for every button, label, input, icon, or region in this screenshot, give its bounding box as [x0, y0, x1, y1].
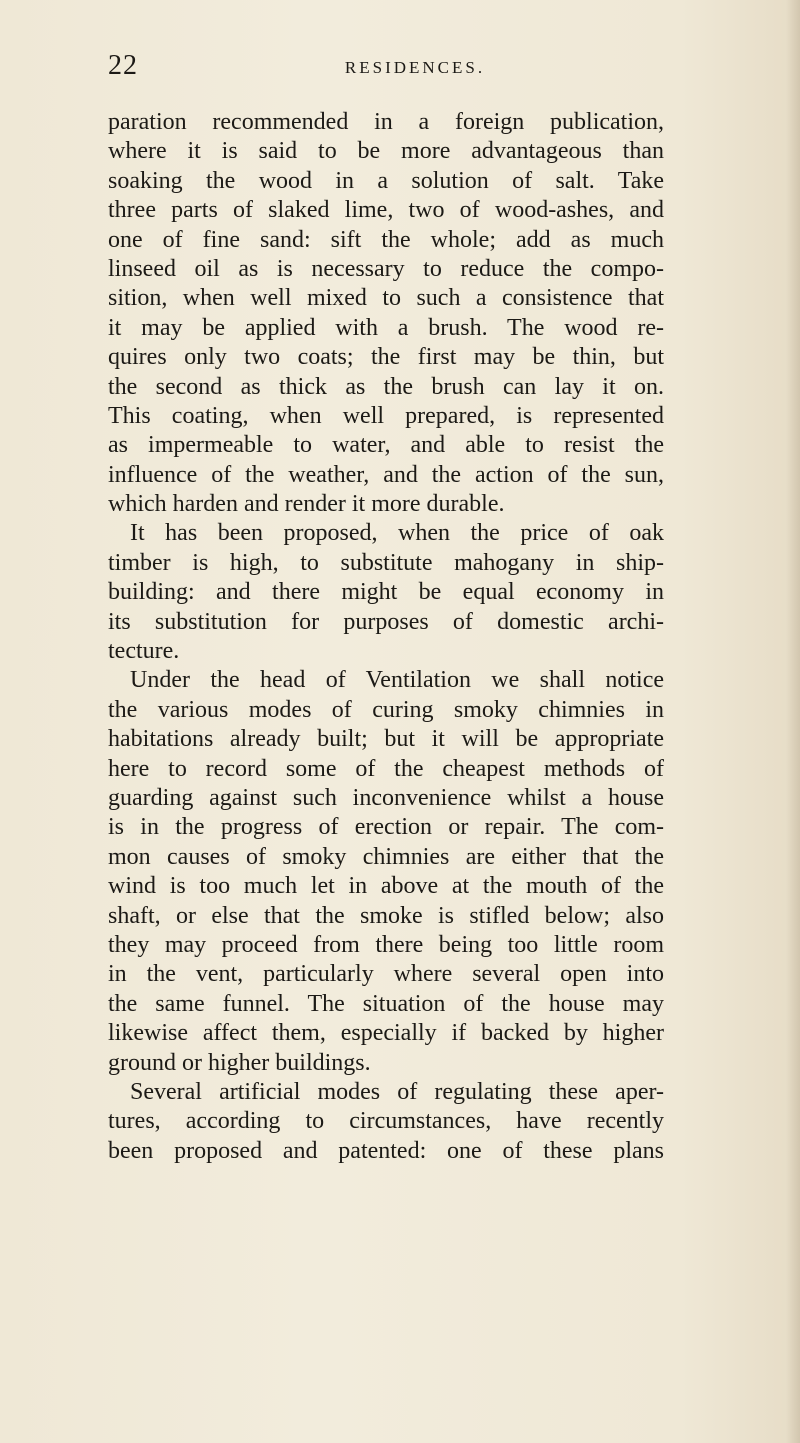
text-line: as impermeable to water, and able to resist the — [108, 432, 664, 459]
text-line: they may proceed from there being too little room — [108, 931, 664, 958]
text-line: mon causes of smoky chimnies are either that the — [108, 843, 664, 870]
text-line: linseed oil as is necessary to reduce the compo- — [108, 255, 664, 282]
page-number: 22 — [108, 50, 138, 81]
text-line: three parts of slaked lime, two of wood-ashes, and — [108, 197, 664, 224]
text-line: tures, according to circumstances, have recently — [108, 1108, 664, 1135]
text-line: guarding against such inconvenience whilst a house — [108, 784, 664, 811]
text-line: likewise affect them, especially if backed by higher — [108, 1020, 664, 1047]
text-line: been proposed and patented: one of these plans — [108, 1137, 664, 1164]
text-line: This coating, when well prepared, is represented — [108, 402, 664, 429]
text-line: the various modes of curing smoky chimnies in — [108, 696, 664, 723]
text-line: it may be applied with a brush. The wood re- — [108, 314, 664, 341]
text-line: habitations already built; but it will be appropriate — [108, 726, 664, 753]
text-line: the second as thick as the brush can lay it on. — [108, 373, 664, 400]
text-line: Several artificial modes of regulating these aper- — [130, 1078, 664, 1105]
body-text — [108, 108, 664, 1166]
text-line: building: and there might be equal economy in — [108, 579, 664, 606]
running-head: RESIDENCES. — [344, 58, 486, 77]
text-line: Under the head of Ventilation we shall notice — [130, 667, 664, 694]
text-line: is in the progress of erection or repair. The com- — [108, 814, 664, 841]
text-line: one of fine sand: sift the whole; add as much — [108, 226, 664, 253]
text-line: It has been proposed, when the price of oak — [130, 520, 664, 547]
text-line: wind is too much let in above at the mouth of the — [108, 873, 664, 900]
text-line: its substitution for purposes of domestic archi- — [108, 608, 664, 635]
text-line: sition, when well mixed to such a consistence that — [108, 285, 664, 312]
text-line: here to record some of the cheapest methods of — [108, 755, 664, 782]
text-line: paration recommended in a foreign publication, — [108, 109, 664, 135]
text-line: timber is high, to substitute mahogany in ship- — [108, 549, 664, 576]
page-edge-shadow — [786, 0, 800, 1443]
text-line: tecture. — [108, 638, 180, 665]
text-line: quires only two coats; the first may be thin, but — [108, 344, 664, 371]
text-line: influence of the weather, and the action of the sun, — [108, 461, 664, 488]
text-line: which harden and render it more durable. — [108, 491, 505, 518]
text-line: ground or higher buildings. — [108, 1049, 371, 1076]
text-line: shaft, or else that the smoke is stifled below; also — [108, 902, 664, 929]
text-line: the same funnel. The situation of the house may — [108, 990, 664, 1017]
text-line: in the vent, particularly where several open into — [108, 961, 664, 988]
text-line: soaking the wood in a solution of salt. Take — [108, 167, 664, 194]
text-line: where it is said to be more advantageous than — [108, 138, 664, 165]
